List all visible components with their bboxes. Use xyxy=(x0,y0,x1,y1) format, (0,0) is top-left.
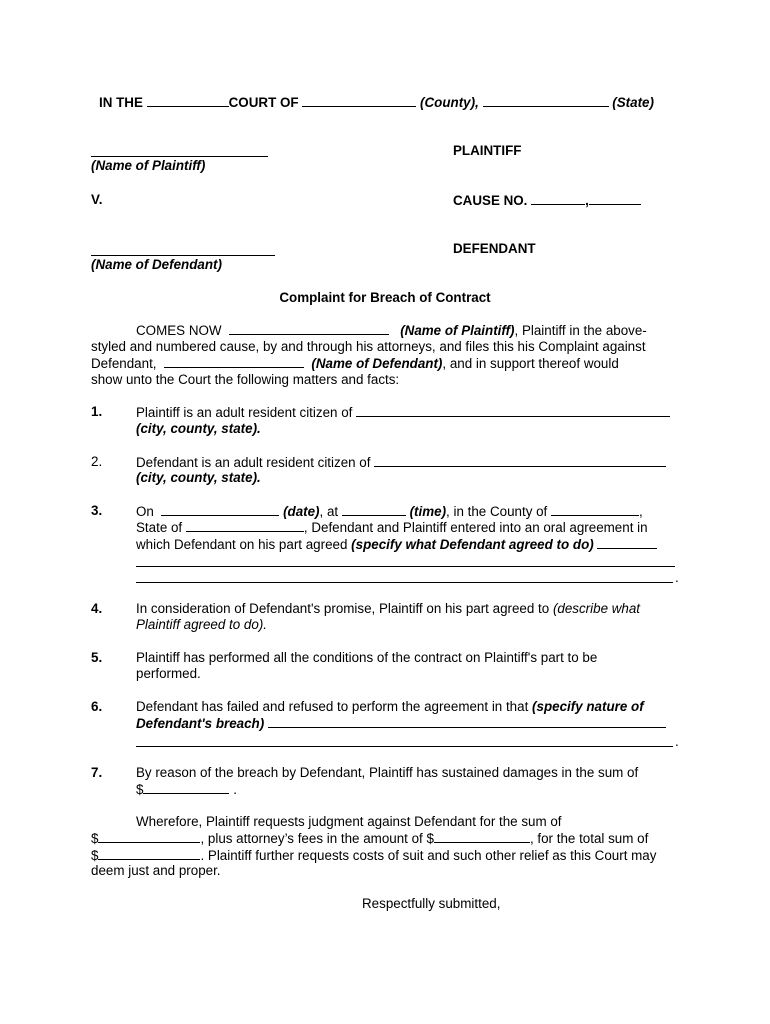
item-3-agreement-line-2[interactable] xyxy=(136,582,673,583)
defendant-signature-line[interactable] xyxy=(91,255,275,256)
item-5-line-1: Plaintiff has performed all the conditions of the contract on Plaintiff's part to be xyxy=(136,650,598,665)
item-6-breach-blank[interactable] xyxy=(268,715,666,728)
state-label: (State) xyxy=(612,95,654,110)
item-3-time-blank[interactable] xyxy=(342,503,406,516)
intro-defendant-ref: (Name of Defendant) xyxy=(311,356,443,371)
judgment-sum-blank[interactable] xyxy=(98,830,200,843)
wherefore-total: , for the total sum of xyxy=(529,831,649,846)
item-3-entered: , Defendant and Plaintiff entered into an oral agreement in xyxy=(303,520,648,535)
item-7-line-1: By reason of the breach by Defendant, Plaintiff has sustained damages in the sum of xyxy=(136,765,639,780)
item-number-3: 3. xyxy=(91,503,103,518)
defendant-label: DEFENDANT xyxy=(453,241,536,256)
attorney-fees-blank[interactable] xyxy=(434,830,530,843)
item-3-date-blank[interactable] xyxy=(161,503,279,516)
item-2-line-1 xyxy=(136,454,666,472)
item-6-spec-1: (specify nature of xyxy=(532,699,644,714)
item-1-text: Plaintiff is an adult resident citizen of xyxy=(136,405,353,420)
intro-defendant-blank[interactable] xyxy=(164,355,304,368)
item-3-state-blank[interactable] xyxy=(186,519,304,532)
item-2-location-text: (city, county, state) xyxy=(136,470,258,485)
cause-no-blank-2[interactable] xyxy=(589,192,641,205)
name-of-defendant-label: (Name of Defendant) xyxy=(91,257,222,272)
item-number-1: 1. xyxy=(91,404,103,419)
item-1-location-text: (city, county, state) xyxy=(136,421,258,436)
item-3-line-end-period: . xyxy=(675,570,679,585)
intro-line-1 xyxy=(136,322,647,339)
item-7-dollar: $ xyxy=(136,782,144,797)
cause-no-blank-1[interactable] xyxy=(531,192,585,205)
court-of-label: COURT OF xyxy=(228,95,299,110)
wherefore-dollar-2: $ xyxy=(91,848,99,863)
item-3-on: On xyxy=(136,504,154,519)
item-3-county: , in the County of xyxy=(446,504,548,519)
item-3-specify-blank[interactable] xyxy=(597,536,657,549)
item-5-line-2: performed. xyxy=(136,666,201,681)
item-number-4: 4. xyxy=(91,601,103,616)
item-7-period: . xyxy=(233,782,237,797)
intro-defendant-lead: Defendant, xyxy=(91,356,157,371)
plaintiff-label: PLAINTIFF xyxy=(453,143,522,158)
item-3-which: which Defendant on his part agreed xyxy=(136,537,348,552)
wherefore-line-4: deem just and proper. xyxy=(91,863,221,878)
closing-signoff: Respectfully submitted, xyxy=(362,896,501,911)
item-6-text: Defendant has failed and refused to perform the agreement in that xyxy=(136,699,529,714)
item-2-text: Defendant is an adult resident citizen of xyxy=(136,455,371,470)
wherefore-costs: . Plaintiff further requests costs of suit and such other relief as this Court may xyxy=(200,848,657,863)
item-7-damages-blank[interactable] xyxy=(143,781,229,794)
item-3-agreement-line-1[interactable] xyxy=(136,566,675,567)
wherefore-fees: , plus attorney’s fees in the amount of $ xyxy=(200,831,434,846)
item-4-desc-1: (describe what xyxy=(552,601,641,616)
intro-line-3 xyxy=(91,355,619,372)
item-number-5: 5. xyxy=(91,650,103,665)
item-4-line-1 xyxy=(136,601,640,618)
court-blank[interactable] xyxy=(147,94,229,107)
item-3-county-blank[interactable] xyxy=(551,503,639,516)
intro-line1-rest: , Plaintiff in the above- xyxy=(514,323,647,338)
item-1-location: (city, county, state). xyxy=(136,421,261,436)
intro-line3-rest: , and in support thereof would xyxy=(442,356,619,371)
document-title: Complaint for Breach of Contract xyxy=(279,290,491,305)
item-2-location: (city, county, state). xyxy=(136,470,261,485)
item-1-line-1 xyxy=(136,404,670,422)
item-number-7: 7. xyxy=(91,765,103,780)
wherefore-line-1: Wherefore, Plaintiff requests judgment against Defendant for the sum of xyxy=(136,814,562,829)
item-3-line-1 xyxy=(136,503,643,521)
item-3-comma: , xyxy=(639,504,643,519)
item-6-line-end-period: . xyxy=(675,734,679,749)
cause-no-separator: , xyxy=(585,193,589,208)
versus-label: V. xyxy=(91,192,103,207)
county-label: (County), xyxy=(420,95,479,110)
item-3-at: , at xyxy=(319,504,339,519)
item-3-line-3 xyxy=(136,536,657,554)
wherefore-dollar-1: $ xyxy=(91,831,99,846)
item-6-spec-2: Defendant's breach) xyxy=(136,716,265,731)
item-6-breach-line-2[interactable] xyxy=(136,746,673,747)
item-3-time: (time) xyxy=(409,504,447,519)
intro-line-4: show unto the Court the following matters and facts: xyxy=(91,372,400,387)
wherefore-line-2 xyxy=(91,830,648,848)
in-the-label: IN THE xyxy=(99,95,143,110)
item-4-text: In consideration of Defendant's promise, Plaintiff on his part agreed to xyxy=(136,601,550,616)
item-1-residence-blank[interactable] xyxy=(356,404,670,417)
total-sum-blank[interactable] xyxy=(98,847,200,860)
cause-no-label: CAUSE NO. xyxy=(453,193,528,208)
plaintiff-signature-line[interactable] xyxy=(91,156,268,157)
court-name-blank[interactable] xyxy=(302,94,416,107)
item-6-line-2 xyxy=(136,715,666,733)
wherefore-line-3 xyxy=(91,847,656,865)
county-blank[interactable] xyxy=(483,94,609,107)
item-3-date: (date) xyxy=(283,504,320,519)
intro-line-2: styled and numbered cause, by and through his attorneys, and files this his Complaint against xyxy=(91,339,646,354)
item-7-line-2 xyxy=(136,781,237,799)
item-3-line-2 xyxy=(136,519,648,537)
item-3-state-of: State of xyxy=(136,520,183,535)
item-number-2: 2. xyxy=(91,454,103,469)
court-caption-line xyxy=(99,94,654,111)
item-6-line-1 xyxy=(136,699,644,716)
intro-plaintiff-blank[interactable] xyxy=(229,322,389,335)
cause-number-line xyxy=(453,192,641,209)
item-3-specify: (specify what Defendant agreed to do) xyxy=(351,537,594,552)
item-2-residence-blank[interactable] xyxy=(374,454,666,467)
name-of-plaintiff-label: (Name of Plaintiff) xyxy=(91,158,206,173)
comes-now-text: COMES NOW xyxy=(136,323,222,338)
item-number-6: 6. xyxy=(91,699,103,714)
intro-plaintiff-ref: (Name of Plaintiff) xyxy=(400,323,515,338)
item-4-desc-2: Plaintiff agreed to do). xyxy=(136,617,268,632)
